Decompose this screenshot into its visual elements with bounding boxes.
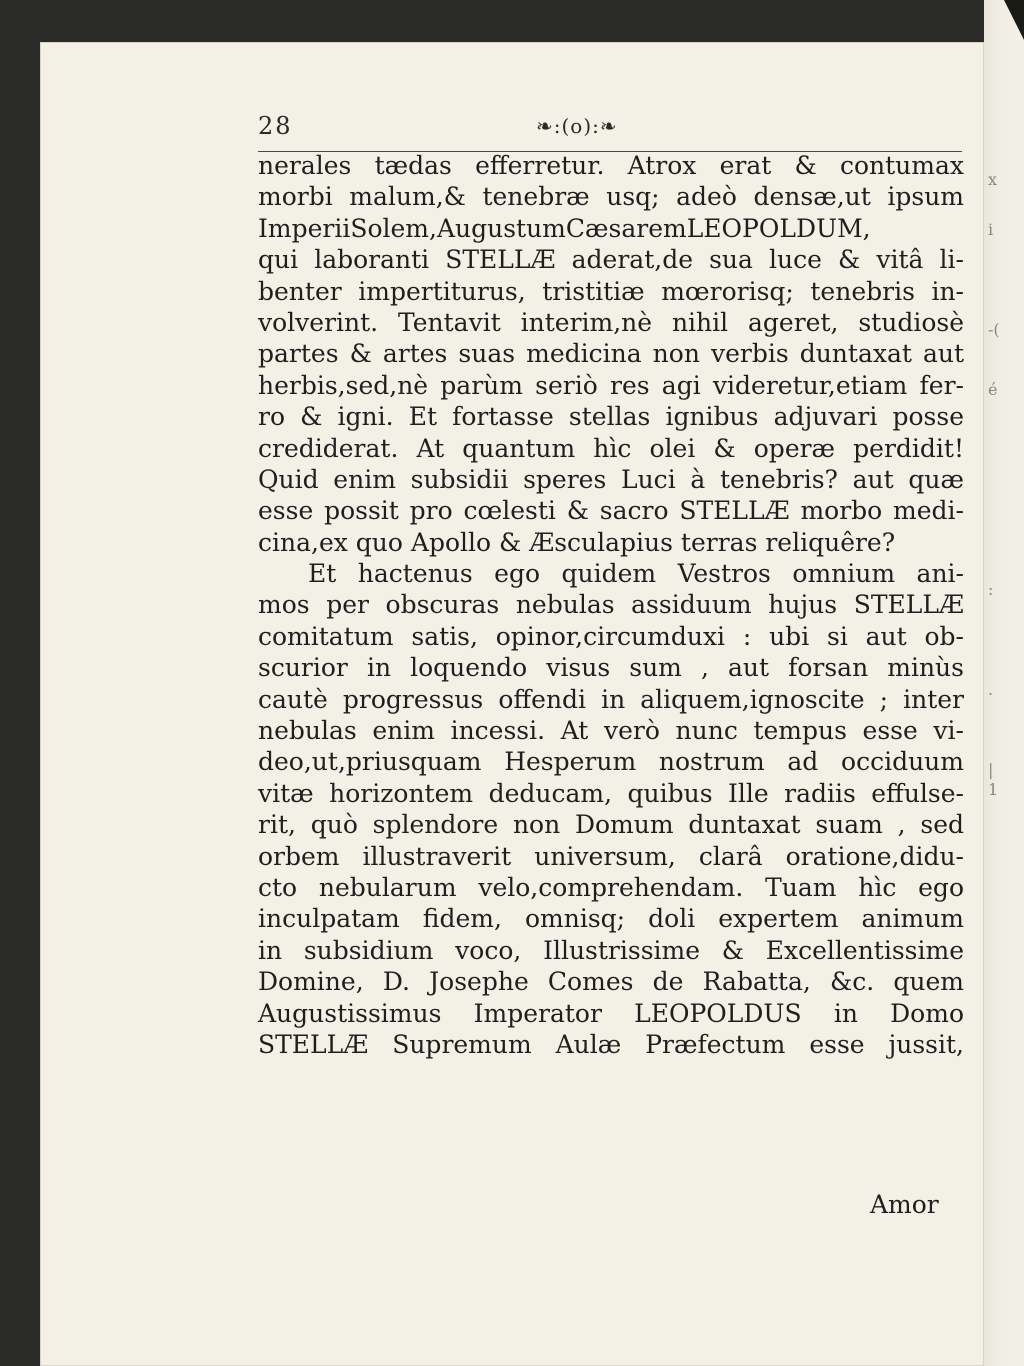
running-head	[258, 112, 962, 152]
text-line: orbem illustraverit universum, clarâ oratione,didu-	[258, 841, 964, 871]
header-ornament: ❧:(o):❧	[536, 114, 618, 138]
facing-page-bleed: x i -( é : . | 1	[988, 170, 1000, 799]
page-number: 28	[258, 112, 293, 140]
text-line: volverint. Tentavit interim,nè nihil ageret, studiosè	[258, 307, 964, 337]
catchword: Amor	[870, 1190, 939, 1219]
text-line: qui laboranti STELLÆ aderat,de sua luce & vitâ li-	[258, 245, 964, 275]
text-line: cto nebularum velo,comprehendam. Tuam hìc ego	[258, 872, 964, 902]
text-line: rit, quò splendore non Domum duntaxat suam , sed	[258, 810, 964, 840]
text-line: comitatum satis, opinor,circumduxi : ubi si aut ob-	[258, 621, 964, 651]
text-line: herbis,sed,nè parùm seriò res agi videretur,etiam fer-	[258, 370, 964, 400]
text-line: nerales tædas efferretur. Atrox erat & contumax	[258, 151, 964, 180]
scan-corner	[1004, 0, 1024, 40]
text-line: inculpatam fidem, omnisq; doli expertem animum	[258, 904, 964, 934]
text-line: esse possit pro cœlesti & sacro STELLÆ morbo medi-	[258, 496, 964, 526]
text-line: crediderat. At quantum hìc olei & operæ perdidit!	[258, 433, 964, 463]
text-line: in subsidium voco, Illustrissime & Excellentissime	[258, 935, 964, 965]
text-line: mos per obscuras nebulas assiduum hujus STELLÆ	[258, 590, 964, 620]
text-line: Et hactenus ego quidem Vestros omnium ani-	[308, 559, 964, 589]
text-line: partes & artes suas medicina non verbis duntaxat aut	[258, 339, 964, 369]
text-line: scurior in loquendo visus sum , aut forsan minùs	[258, 653, 964, 683]
text-line: ImperiiSolem,AugustumCæsaremLEOPOLDUM,	[258, 213, 871, 243]
text-line: Augustissimus Imperator LEOPOLDUS in Domo	[258, 998, 964, 1028]
text-line: vitæ horizontem deducam, quibus Ille radiis effulse-	[258, 778, 964, 808]
text-line: ro & igni. Et fortasse stellas ignibus adjuvari posse	[258, 402, 964, 432]
text-line: deo,ut,priusquam Hesperum nostrum ad occiduum	[258, 747, 964, 777]
text-line: cina,ex quo Apollo & Æsculapius terras reliquêre?	[258, 527, 896, 557]
text-line: cautè progressus offendi in aliquem,ignoscite ; inter	[258, 684, 964, 714]
text-line: Domine, D. Josephe Comes de Rabatta, &c. quem	[258, 967, 964, 997]
text-line: morbi malum,& tenebræ usq; adeò densæ,ut ipsum	[258, 182, 964, 212]
text-line: benter impertiturus, tristitiæ mœrorisq; tenebris in-	[258, 276, 964, 306]
text-line: STELLÆ Supremum Aulæ Præfectum esse jussit,	[258, 1029, 964, 1059]
text-line: nebulas enim incessi. At verò nunc tempus esse vi-	[258, 716, 964, 746]
body-text	[258, 150, 964, 1060]
text-line: Quid enim subsidii speres Luci à tenebris? aut quæ	[258, 464, 964, 494]
